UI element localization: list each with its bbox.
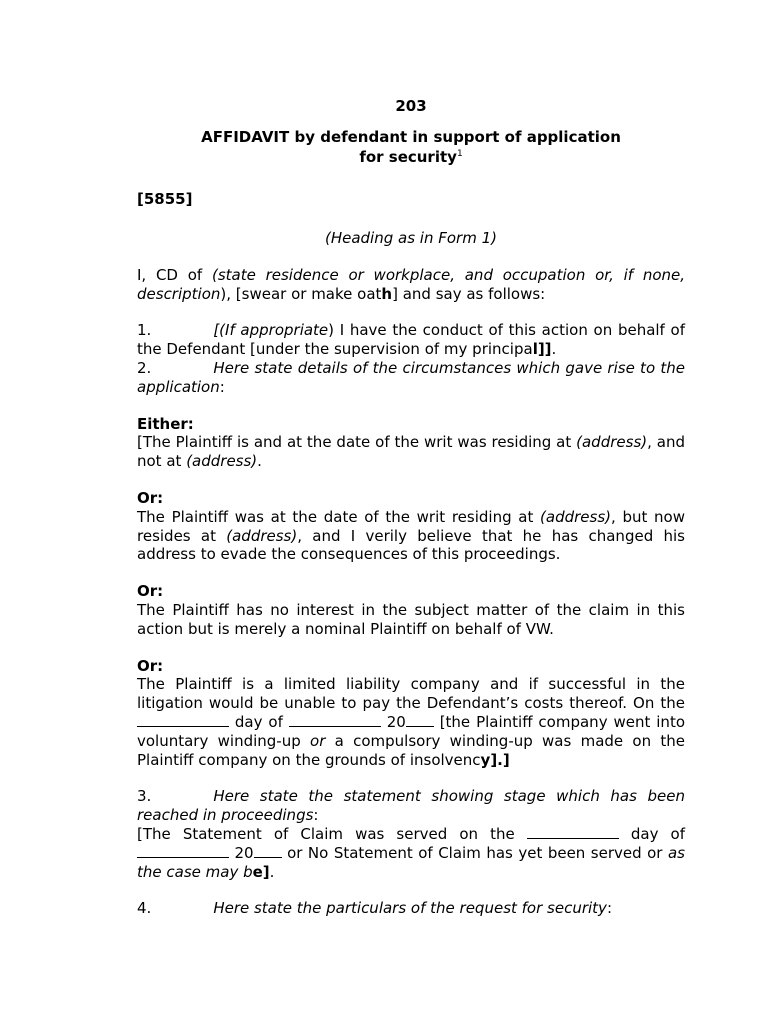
form-title-line2: for security xyxy=(359,148,457,166)
blank-year xyxy=(406,726,434,727)
paragraph-3-number: 3. xyxy=(137,787,152,806)
or-label-3: Or: xyxy=(137,656,164,675)
or-label-1: Or: xyxy=(137,488,164,507)
paragraph-3-text: [The Statement of Claim was served on the day of 20 or No Statement of Claim has yet been served or as the case may be]. xyxy=(137,824,686,881)
paragraph-1: 1. [(If appropriate) I have the conduct of this action on behalf of the Defendant [under the supervision of my principal]]. xyxy=(137,321,685,359)
paragraph-2-number: 2. xyxy=(137,358,152,377)
intro-paragraph: I, CD of (state residence or workplace, and occupation or, if none, description), [swear or make oath] and say as follows: xyxy=(137,265,686,303)
heading-note: (Heading as in Form 1) xyxy=(324,229,497,247)
paragraph-4: 4. Here state the particulars of the request for security: xyxy=(137,899,613,918)
blank-day xyxy=(137,726,229,727)
blank-month xyxy=(289,726,381,727)
form-number: 203 xyxy=(395,97,427,115)
form-title xyxy=(137,127,685,167)
either-label: Either: xyxy=(137,414,194,433)
blank-service-month xyxy=(137,857,229,858)
or-label-2: Or: xyxy=(137,582,164,601)
paragraph-2: 2. Here state details of the circumstances which gave rise to the application: xyxy=(137,358,685,396)
document-page xyxy=(137,96,685,918)
form-title-line1: AFFIDAVIT by defendant in support of application xyxy=(201,128,621,146)
paragraph-1-number: 1. xyxy=(137,321,152,340)
paragraph-4-number: 4. xyxy=(137,899,152,918)
blank-service-day xyxy=(527,838,619,839)
footnote-marker: 1 xyxy=(456,149,463,159)
or-paragraph-1: The Plaintiff was at the date of the writ residing at (address), but now resides at (address), and I verily believe that he has changed his address to evade the consequences of this proceedings. xyxy=(137,507,685,564)
or-paragraph-2: The Plaintiff has no interest in the subject matter of the claim in this action but is merely a nominal Plaintiff on behalf of VW. xyxy=(137,600,685,638)
form-reference: [5855] xyxy=(137,190,193,208)
paragraph-3: 3. Here state the statement showing stage which has been reached in proceedings: xyxy=(137,787,685,825)
or-paragraph-3: The Plaintiff is a limited liability company and if successful in the litigation would be unable to pay the Defendant’s costs thereof. On the day of 20 [the Plaintiff company went into voluntary winding-up or a compulsory winding-up was made on the Plaintiff company on the grounds of insolvency].] xyxy=(137,675,685,769)
either-paragraph: [The Plaintiff is and at the date of the writ was residing at (address), and not at (address). xyxy=(137,433,685,471)
blank-service-year xyxy=(254,857,282,858)
